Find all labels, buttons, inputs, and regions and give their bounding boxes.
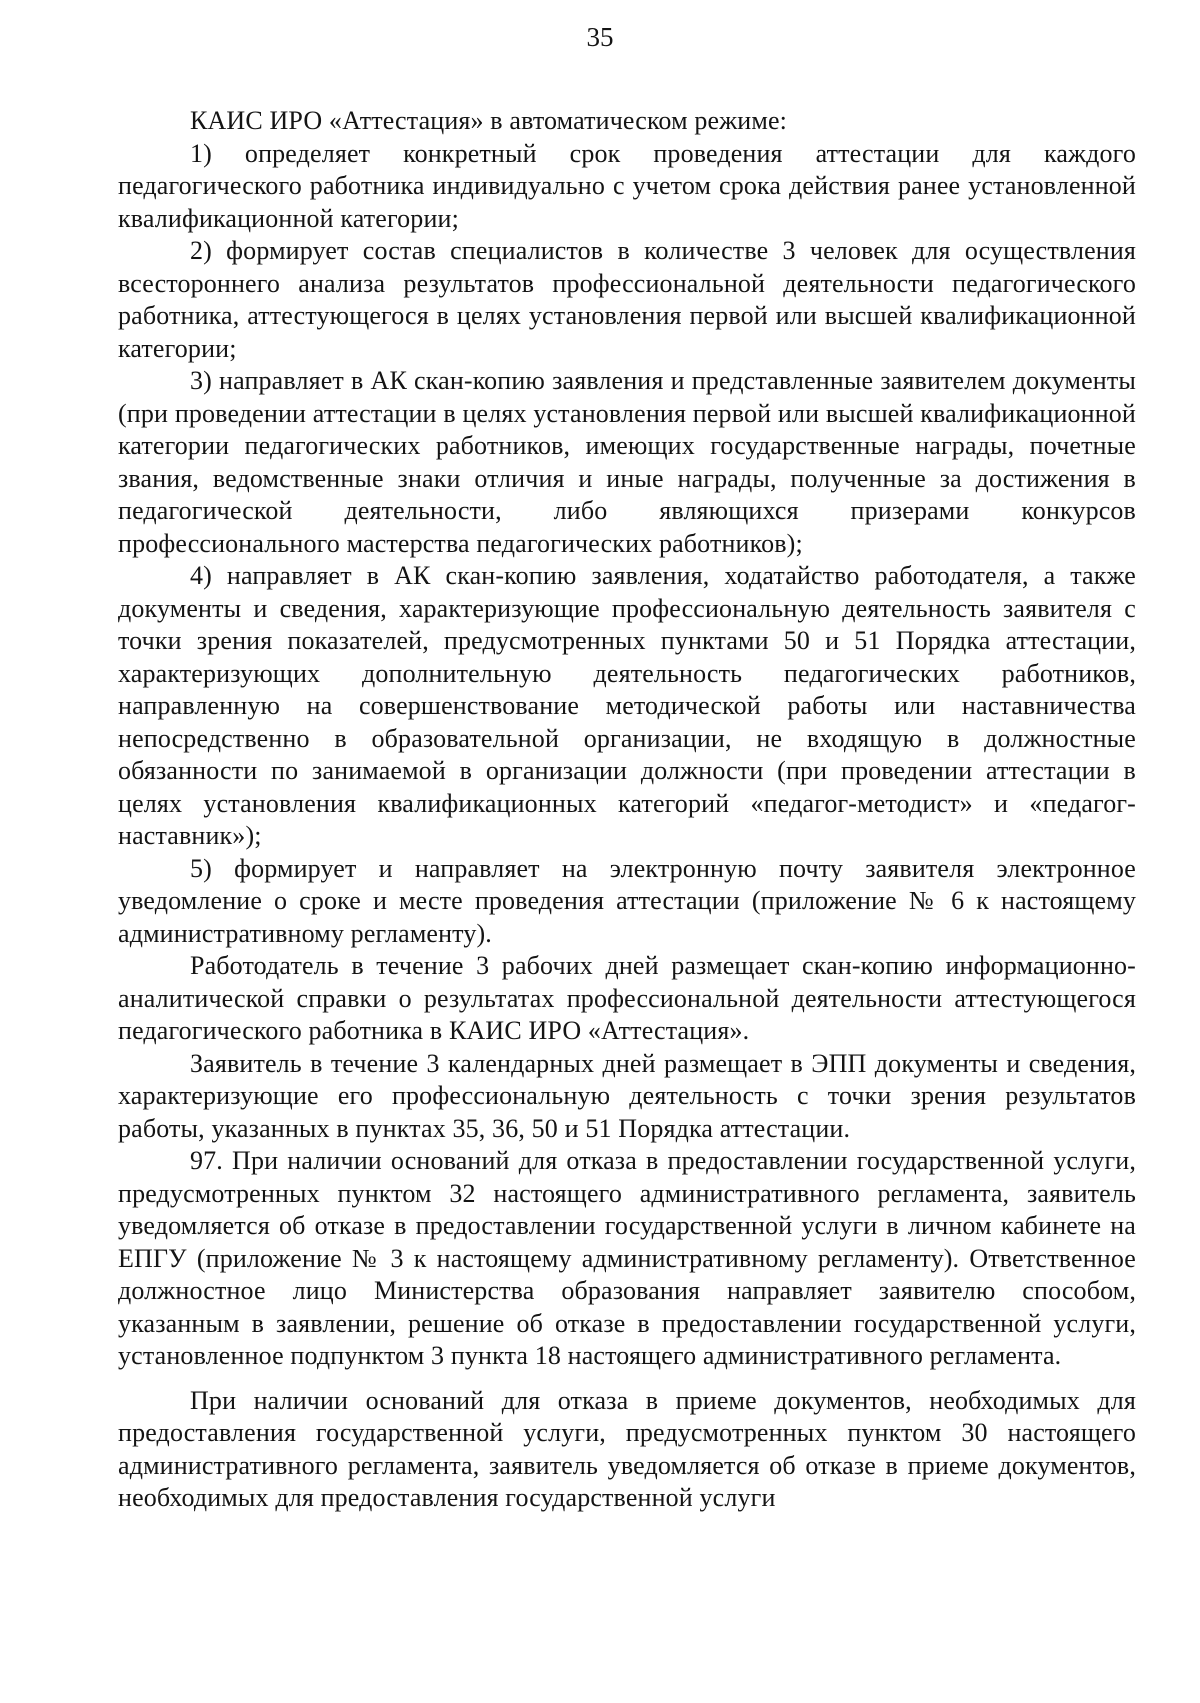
paragraph-item-1: 1) определяет конкретный срок проведения аттестации для каждого педагогического работника индивидуально с учетом срока действия ранее установленной квалификационной категории; [118, 138, 1136, 233]
paragraph-item-2: 2) формирует состав специалистов в количестве 3 человек для осуществления всестороннего анализа результатов профессиональной деятельности педагогического работника, аттестующегося в целях установления первой или высшей квалификационной категории; [118, 236, 1136, 363]
paragraph-item-3: 3) направляет в АК скан-копию заявления и представленные заявителем документы (при проведении аттестации в целях установления первой или высшей квалификационной категории педагогических работников, имеющих государственные награды, почетные звания, ведомственные знаки отличия и иные награды, полученные за достижения в педагогической деятельности, либо являющихся призерами конкурсов профессионального мастерства педагогических работников); [118, 366, 1136, 558]
paragraph-refusal-documents: При наличии оснований для отказа в приеме документов, необходимых для предоставления государственной услуги, предусмотренных пунктом 30 настоящего административного регламента, заявитель уведомляется об отказе в приеме документов, необходимых для предоставления государственной услуги [118, 1385, 1136, 1512]
paragraph-applicant: Заявитель в течение 3 календарных дней размещает в ЭПП документы и сведения, характеризующие его профессиональную деятельность с точки зрения результатов работы, указанных в пунктах 35, 36, 50 и 51 Порядка аттестации. [118, 1048, 1136, 1143]
paragraph-intro: КАИС ИРО «Аттестация» в автоматическом режиме: [190, 106, 788, 135]
paragraph-employer: Работодатель в течение 3 рабочих дней размещает скан-копию информационно-аналитической справки о результатах профессиональной деятельности аттестующегося педагогического работника в КАИС ИРО «Аттестация». [118, 951, 1136, 1045]
page-number: 35 [586, 22, 614, 52]
paragraph-clause-97: 97. При наличии оснований для отказа в предоставлении государственной услуги, предусмотренных пунктом 32 настоящего административного регламента, заявитель уведомляется об отказе в предоставлении государственной услуги в личном кабинете на ЕПГУ (приложение № 3 к настоящему административному регламенту). Ответственное должностное лицо Министерства образования направляет заявителю способом, указанным в заявлении, решение об отказе в предоставлении государственной услуги, установленное подпунктом 3 пункта 18 настоящего административного регламента. [118, 1146, 1136, 1370]
paragraph-item-4: 4) направляет в АК скан-копию заявления, ходатайство работодателя, а также документы и сведения, характеризующие профессиональную деятельность заявителя с точки зрения показателей, предусмотренных пунктами 50 и 51 Порядка аттестации, характеризующих дополнительную деятельность педагогических работников, направленную на совершенствование методической работы или наставничества непосредственно в образовательной организации, не входящую в должностные обязанности по занимаемой в организации должности (при проведении аттестации в целях установления квалификационных категорий «педагог-методист» и «педагог-наставник»); [118, 561, 1136, 850]
paragraph-item-5: 5) формирует и направляет на электронную почту заявителя электронное уведомление о сроке и месте проведения аттестации (приложение № 6 к настоящему административному регламенту). [118, 853, 1136, 948]
document-body [118, 105, 1136, 1515]
